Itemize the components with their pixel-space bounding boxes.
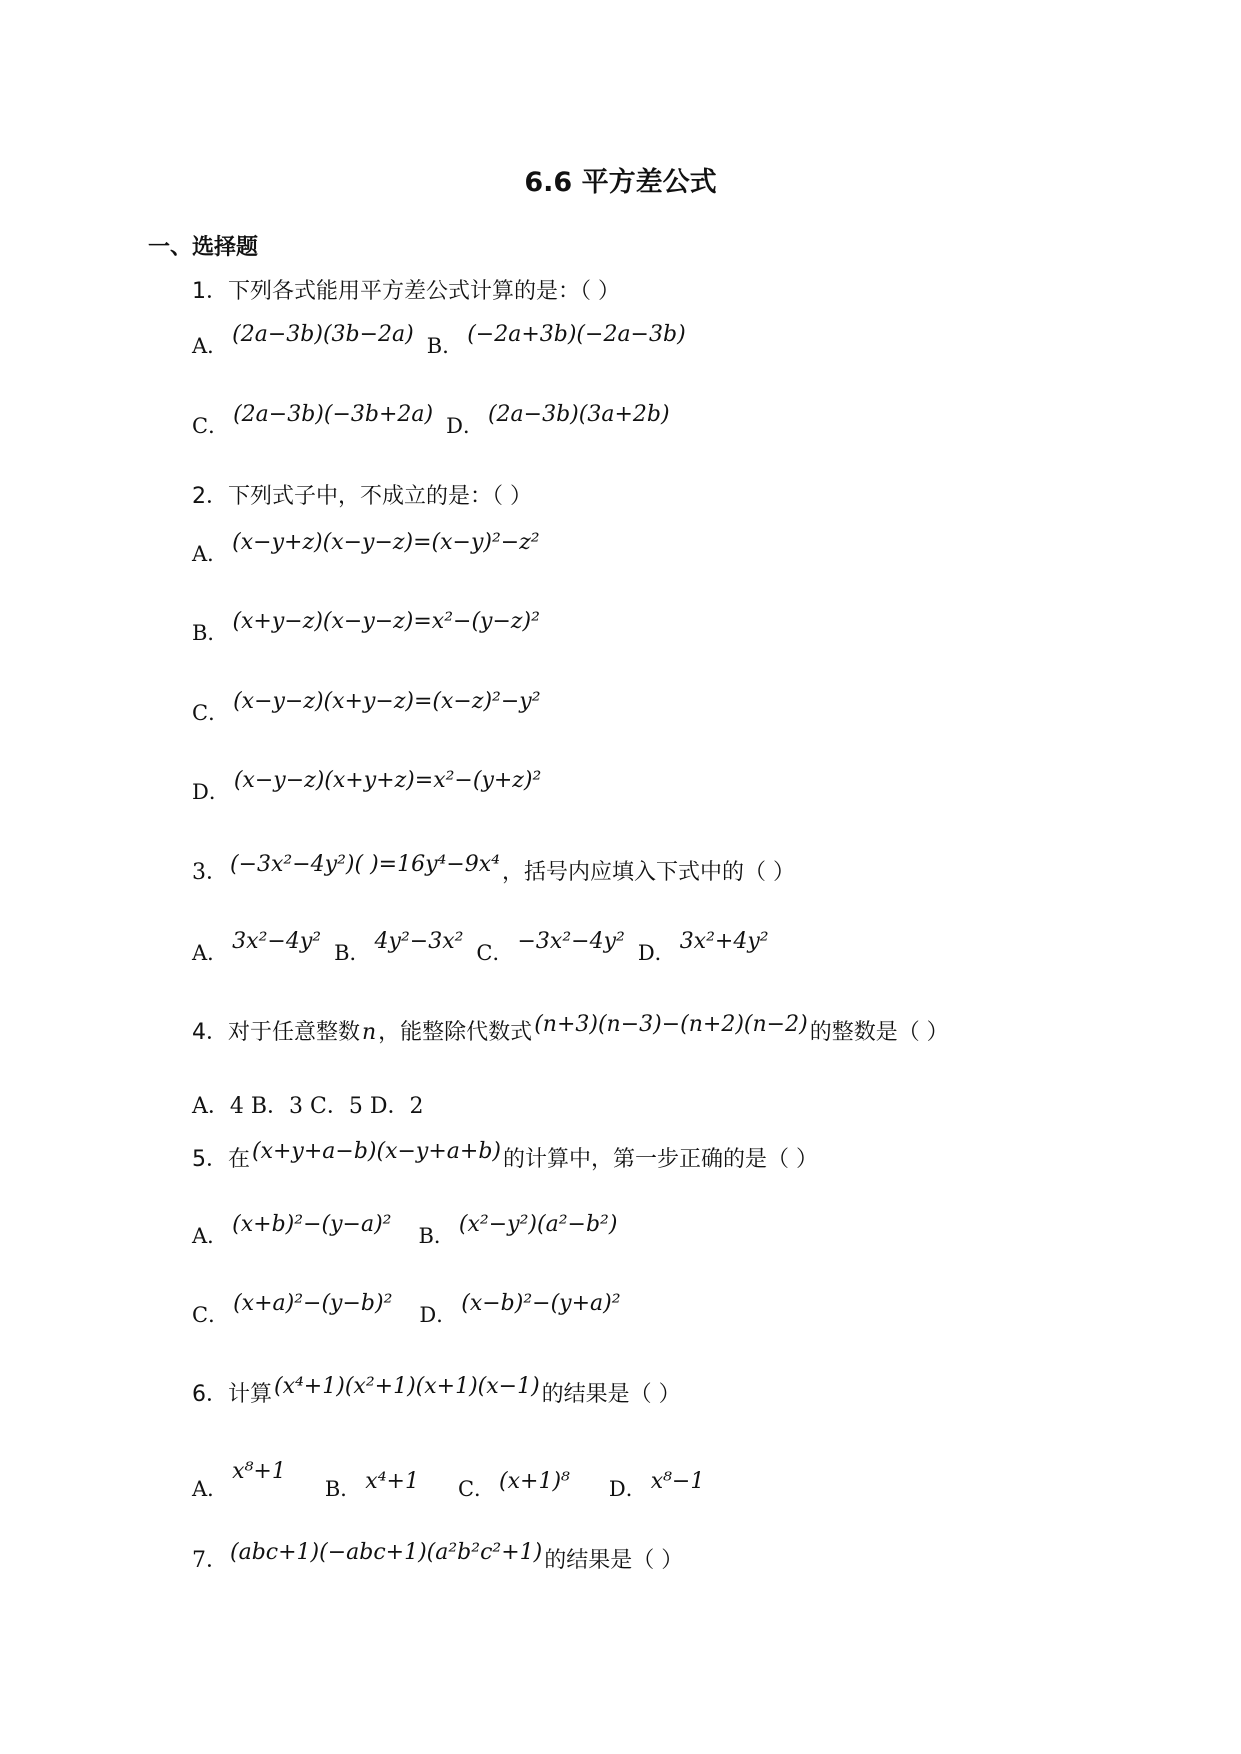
option-label: A． <box>192 941 229 965</box>
option-label: B． <box>334 941 371 965</box>
option-label: C． <box>457 1477 496 1501</box>
option-b-expression: (x+y−z)(x−y−z)=x²−(y−z)² <box>232 609 540 634</box>
question-7-stem <box>192 1540 684 1577</box>
question-2-option-c <box>192 689 547 730</box>
question-2-option-b <box>192 609 546 650</box>
option-a-expression: (x−y+z)(x−y−z)=(x−y)²−z² <box>232 530 540 555</box>
question-1-stem: 1．下列各式能用平方差公式计算的是：（ ） <box>192 279 620 304</box>
question-6-stem <box>192 1374 681 1411</box>
question-2-option-d <box>192 768 547 809</box>
option-label: D． <box>637 941 676 965</box>
option-label: B． <box>426 334 464 358</box>
option-label: D． <box>446 414 484 438</box>
question-6-stem-tail: 的结果是（ ） <box>541 1382 681 1407</box>
question-5-options-ab <box>192 1212 623 1253</box>
section-heading: 一、选择题 <box>148 235 259 260</box>
question-7-expression: (abc+1)(−abc+1)(a²b²c²+1) <box>230 1540 543 1565</box>
option-label: D． <box>608 1477 647 1501</box>
option-c-expression: (x+1)⁸ <box>499 1469 570 1494</box>
option-d-expression: 3x²+4y² <box>679 929 769 954</box>
question-4-expression: (n+3)(n−3)−(n+2)(n−2) <box>534 1012 808 1037</box>
option-label: C． <box>192 701 230 725</box>
question-5-expression: (x+y+a−b)(x−y+a+b) <box>252 1139 502 1164</box>
question-6-options <box>192 1459 710 1506</box>
option-label: B． <box>418 1224 455 1248</box>
option-c-expression: (2a−3b)(−3b+2a) <box>233 402 434 427</box>
option-label: D． <box>419 1303 458 1327</box>
question-2-option-a <box>192 530 546 571</box>
option-label: A． <box>192 1477 229 1501</box>
question-6-expression: (x⁴+1)(x²+1)(x+1)(x−1) <box>274 1374 540 1399</box>
question-3-options <box>192 929 775 970</box>
question-number: 7． <box>192 1548 228 1573</box>
question-2-stem: 2．下列式子中，不成立的是：（ ） <box>192 484 532 509</box>
question-1-options-cd <box>192 402 676 443</box>
question-4-stem-tail: 的整数是（ ） <box>809 1020 949 1045</box>
question-5-stem-tail: 的计算中，第一步正确的是（ ） <box>503 1147 819 1172</box>
option-b-expression: (−2a+3b)(−2a−3b) <box>467 322 686 347</box>
option-label: C． <box>192 1303 230 1327</box>
question-number: 3． <box>192 860 228 885</box>
option-a-expression: 3x²−4y² <box>232 929 322 954</box>
option-d-expression: (x−b)²−(y+a)² <box>461 1291 621 1316</box>
option-label: C． <box>476 941 514 965</box>
question-6-stem-head: 6．计算 <box>192 1382 272 1407</box>
question-4-stem-head: 4．对于任意整数 <box>192 1020 360 1045</box>
option-b-expression: 4y²−3x² <box>374 929 464 954</box>
option-a-expression: (x+b)²−(y−a)² <box>232 1212 392 1237</box>
question-4-stem <box>192 1012 949 1049</box>
option-a-expression: (2a−3b)(3b−2a) <box>232 322 414 347</box>
option-label: B． <box>324 1477 362 1501</box>
question-1-options-ab <box>192 322 692 363</box>
page-title: 6.6 平方差公式 <box>524 167 717 198</box>
option-a-expression: x⁸+1 <box>232 1459 286 1484</box>
option-label: C． <box>192 414 230 438</box>
option-d-expression: (2a−3b)(3a+2b) <box>487 402 670 427</box>
option-c-expression: (x−y−z)(x+y−z)=(x−z)²−y² <box>233 689 541 714</box>
question-4-options: A．4 B．3 C．5 D．2 <box>192 1094 424 1119</box>
option-c-expression: (x+a)²−(y−b)² <box>233 1291 393 1316</box>
option-c-expression: −3x²−4y² <box>517 929 625 954</box>
option-label: B． <box>192 621 229 645</box>
question-3-stem <box>192 852 795 889</box>
option-b-expression: x⁴+1 <box>365 1469 419 1494</box>
option-label: D． <box>192 780 230 804</box>
variable-n: n <box>362 1020 377 1045</box>
question-3-stem-tail: ，括号内应填入下式中的（ ） <box>502 860 795 885</box>
option-d-expression: (x−y−z)(x+y+z)=x²−(y+z)² <box>233 768 542 793</box>
question-5-stem <box>192 1139 819 1176</box>
option-b-expression: (x²−y²)(a²−b²) <box>458 1212 618 1237</box>
question-5-options-cd <box>192 1291 627 1332</box>
option-d-expression: x⁸−1 <box>650 1469 705 1494</box>
option-label: A． <box>192 334 229 358</box>
question-5-stem-head: 5．在 <box>192 1147 250 1172</box>
question-4-stem-mid: ，能整除代数式 <box>378 1020 533 1045</box>
question-3-expression: (−3x²−4y²)( )=16y⁴−9x⁴ <box>230 852 500 877</box>
option-label: A． <box>192 1224 229 1248</box>
option-label: A． <box>192 542 229 566</box>
question-7-stem-tail: 的结果是（ ） <box>544 1548 684 1573</box>
